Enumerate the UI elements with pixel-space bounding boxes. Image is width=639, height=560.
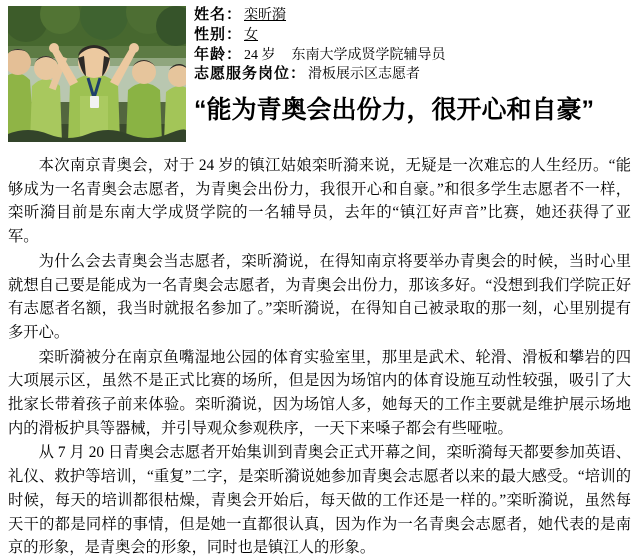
profile-row-post bbox=[194, 65, 631, 85]
profile-row-age bbox=[194, 46, 631, 66]
post-label: 志愿服务岗位： bbox=[194, 66, 307, 83]
age-label: 年龄： bbox=[194, 46, 243, 63]
profile-row-name bbox=[194, 6, 631, 26]
volunteer-group-photo bbox=[8, 6, 186, 142]
gender-value: 女 bbox=[244, 27, 259, 43]
profile-row-gender bbox=[194, 26, 631, 46]
article-paragraph: 本次南京青奥会，对于 24 岁的镇江姑娘栾昕漪来说，无疑是一次难忘的人生经历。“能够成为一名青奥会志愿者，为青奥会出份力，我很开心和自豪。”和很多学生志愿者不一样，栾昕漪目前是东南大学成贤学院的一名辅导员，去年的“镇江好声音”比赛，她还获得了亚军。 bbox=[8, 157, 631, 246]
name-label: 姓名： bbox=[194, 7, 243, 23]
article-paragraph: 为什么会去青奥会当志愿者，栾昕漪说，在得知南京将要举办青奥会的时候，当时心里就想自己要是能成为一名青奥会志愿者，为青奥会出份力，那该多好。“没想到我们学院正好有志愿者名额，我当时就报名参加了。”栾昕漪说，在得知自己被录取的那一刻，心里别提有多开心。 bbox=[8, 252, 631, 341]
gender-label: 性别： bbox=[194, 26, 243, 43]
profile-header bbox=[8, 6, 631, 146]
name-value: 栾昕漪 bbox=[244, 8, 287, 23]
article-paragraph: 从 7 月 20 日青奥会志愿者开始集训到青奥会正式开幕之间，栾昕漪每天都要参加英语、礼仪、救护等培训，“重复”二字，是栾昕漪说她参加青奥会志愿者以来的最大感受。“培训的时候，每天的培训都很枯燥，青奥会开始后，每天做的工作还是一样的。”栾昕漪说，虽然每天干的都是同样的事情，但是她一直都很认真，因为作为一名青奥会志愿者，她代表的是南京的形象，是青奥会的形象，同时也是镇江人的形象。 bbox=[8, 444, 631, 557]
page-title: “能为青奥会出份力，很开心和自豪” bbox=[194, 96, 595, 125]
article-body bbox=[8, 154, 631, 560]
age-value: 24 岁 bbox=[244, 47, 276, 63]
affiliation-value: 东南大学成贤学院辅导员 bbox=[291, 47, 446, 63]
post-value: 滑板展示区志愿者 bbox=[308, 67, 421, 83]
profile-info bbox=[194, 6, 631, 125]
article-paragraph: 栾昕漪被分在南京鱼嘴湿地公园的体育实验室里，那里是武术、轮滑、滑板和攀岩的四大项展示区，虽然不是正式比赛的场所，但是因为场馆内的体育设施互动性较强，吸引了大批家长带着孩子前来体验。栾昕漪说，因为场馆人多，她每天的工作主要就是维护展示场地内的滑板护具等器械，并引导观众参观秩序，一天下来嗓子都会有些哑啦。 bbox=[8, 348, 631, 437]
